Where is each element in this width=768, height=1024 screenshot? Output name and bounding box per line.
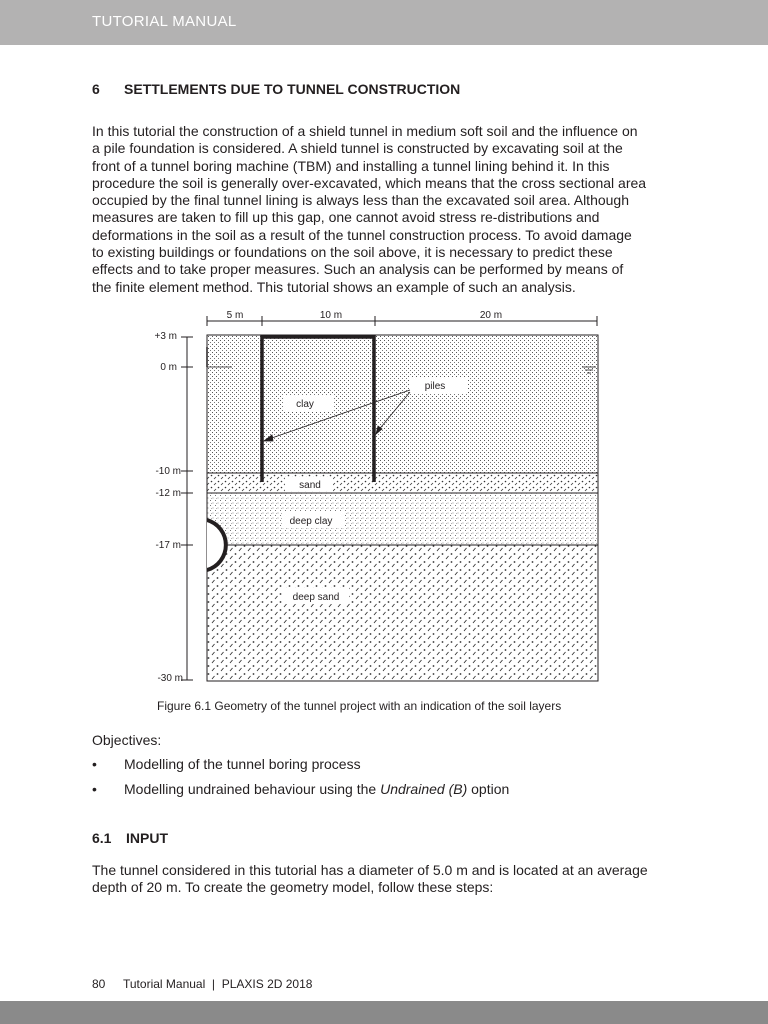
dimension-label-10m: 10 m xyxy=(319,310,343,321)
layer-sand xyxy=(207,473,598,493)
intro-line: effects and to take proper measures. Such an analysis can be performed by means of xyxy=(92,261,624,278)
input-paragraph xyxy=(92,862,682,897)
footer xyxy=(92,977,312,991)
objectives-label: Objectives: xyxy=(92,732,162,748)
intro-line: In this tutorial the construction of a shield tunnel in medium soft soil and the influence on xyxy=(92,123,638,139)
header-bar xyxy=(0,0,768,45)
level-label: -12 m xyxy=(155,488,181,499)
figure-caption: Figure 6.1 Geometry of the tunnel project with an indication of the soil layers xyxy=(157,699,562,713)
objective-item: • Modelling of the tunnel boring process xyxy=(92,756,361,772)
input-line: The tunnel considered in this tutorial has a diameter of 5.0 m and is located at an average xyxy=(92,862,648,878)
intro-line: to existing buildings or foundations on the soil above, it is necessary to predict these xyxy=(92,244,613,261)
layer-deep-sand xyxy=(207,545,598,681)
bullet-icon: • xyxy=(92,781,97,797)
piles-label: piles xyxy=(424,381,446,392)
level-label: -17 m xyxy=(155,540,181,551)
level-label: 0 m xyxy=(160,362,177,373)
footer-bar xyxy=(0,1001,768,1024)
layer-label-sand: sand xyxy=(299,480,321,491)
dimension-line xyxy=(207,316,597,326)
intro-paragraph xyxy=(92,123,682,296)
tunnel-geometry-figure xyxy=(140,308,610,688)
level-scale xyxy=(181,337,193,680)
footer-text: Tutorial Manual | PLAXIS 2D 2018 xyxy=(123,977,313,991)
header-title: TUTORIAL MANUAL xyxy=(92,13,237,30)
objective-item: • Modelling undrained behaviour using the Undrained (B) option xyxy=(92,781,510,797)
intro-line: procedure the soil is generally over-excavated, which means that the cross sectional area xyxy=(92,174,647,191)
level-label: +3 m xyxy=(154,331,177,342)
page-number: 80 xyxy=(92,977,106,991)
dimension-label-5m: 5 m xyxy=(226,310,244,321)
section-number: 6 xyxy=(92,81,100,97)
subsection-title xyxy=(92,830,168,846)
intro-line: measures are taken to fill up this gap, one cannot avoid stress re-distributions and xyxy=(92,209,600,226)
layer-label-deep-clay: deep clay xyxy=(289,516,333,527)
intro-line: occupied by the final tunnel lining is always less than the excavated soil area. Although xyxy=(92,192,630,209)
input-line: depth of 20 m. To create the geometry model, follow these steps: xyxy=(92,879,494,896)
level-label: -30 m xyxy=(157,673,183,684)
bullet-icon: • xyxy=(92,756,97,772)
section-title xyxy=(92,81,460,97)
dimension-label-20m: 20 m xyxy=(479,310,503,321)
subsection-heading: INPUT xyxy=(126,830,168,846)
layer-clay xyxy=(207,335,598,473)
layer-label-clay: clay xyxy=(296,399,314,410)
intro-line: front of a tunnel boring machine (TBM) and installing a tunnel lining behind it. In this xyxy=(92,157,610,174)
subsection-number: 6.1 xyxy=(92,830,112,846)
section-heading: SETTLEMENTS DUE TO TUNNEL CONSTRUCTION xyxy=(124,81,461,97)
layer-label-deep-sand: deep sand xyxy=(292,592,340,603)
layer-deep-clay xyxy=(207,493,598,545)
intro-line: deformations in the soil as a result of the tunnel construction process. To avoid damage xyxy=(92,226,632,243)
intro-line: a pile foundation is considered. A shield tunnel is constructed by excavating soil at the xyxy=(92,140,623,157)
intro-line: the finite element method. This tutorial shows an example of such an analysis. xyxy=(92,278,576,295)
level-label: -10 m xyxy=(155,466,181,477)
